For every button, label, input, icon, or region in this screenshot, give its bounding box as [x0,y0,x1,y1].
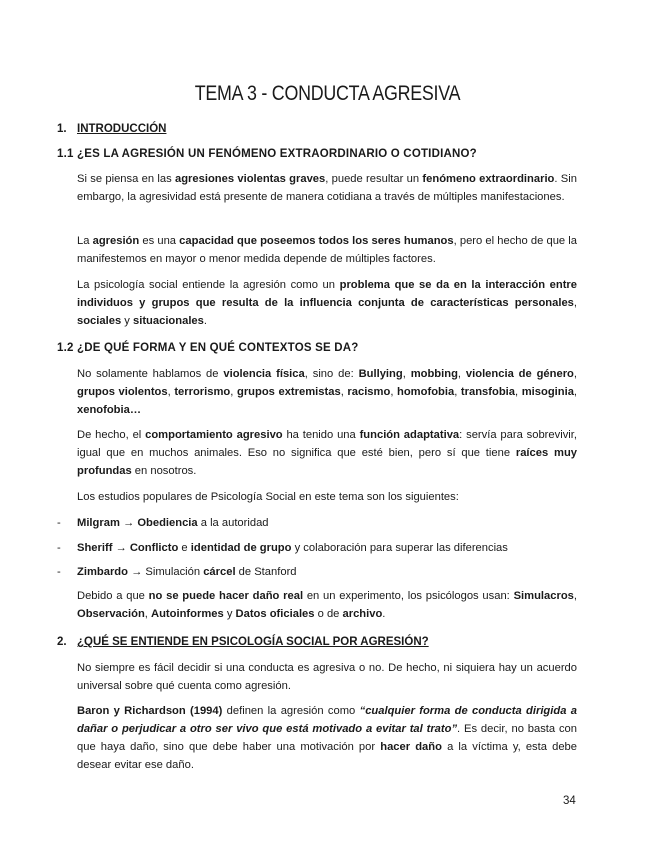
list-item-milgram: - Milgram → Obediencia a la autoridad [57,517,269,529]
page-number: 34 [563,795,576,807]
section-heading-1 [57,123,166,135]
section-number: 2. [57,636,67,648]
paragraph-2: La agresión es una capacidad que poseemos todos los seres humanos, pero el hecho de que la manifestemos en mayor o menor medida depende de múltiples factores. [77,235,577,265]
list-item-sheriff: - Sheriff → Conflicto e identidad de grupo y colaboración para superar las diferencias [57,542,508,554]
section-label: INTRODUCCIÓN [77,123,167,135]
section-number: 1. [57,123,67,135]
subsection-heading-1-2: 1.2 ¿DE QUÉ FORMA Y EN QUÉ CONTEXTOS SE DA? [57,342,359,354]
section-label: ¿QUÉ SE ENTIENDE EN PSICOLOGÍA SOCIAL POR AGRESIÓN? [77,636,429,648]
paragraph-8: No siempre es fácil decidir si una conducta es agresiva o no. De hecho, ni siquiera hay un acuerdo universal sobre qué cuenta como agresión. [77,662,577,692]
paragraph-9: Baron y Richardson (1994) definen la agresión como “cualquier forma de conducta dirigida a dañar o perjudicar a otro ser vivo que está motivado a evitar tal trato”. Es decir, no basta con que haya daño, sino que debe haber una motivación por hacer daño a la víctima y, esta debe desear evitar ese daño. [77,705,577,771]
list-item-zimbardo: - Zimbardo → Simulación cárcel de Stanford [57,566,297,578]
paragraph-6: Los estudios populares de Psicología Social en este tema son los siguientes: [77,491,459,503]
paragraph-7: Debido a que no se puede hacer daño real en un experimento, los psicólogos usan: Simulacros, Observación, Autoinformes y Datos oficiales o de archivo. [77,590,577,620]
paragraph-1: Si se piensa en las agresiones violentas graves, puede resultar un fenómeno extraordinario. Sin embargo, la agresividad está presente de manera cotidiana a través de múltiples manifestaciones. [77,173,577,203]
paragraph-3: La psicología social entiende la agresión como un problema que se da en la interacción entre individuos y grupos que resulta de la influencia conjunta de características personales, sociales y situacionales. [77,279,578,327]
section-heading-2 [57,636,429,648]
page-title: TEMA 3 - CONDUCTA AGRESIVA [194,82,461,105]
paragraph-5: De hecho, el comportamiento agresivo ha tenido una función adaptativa: servía para sobrevivir, igual que en muchos animales. Eso no significa que esté bien, pero sí que tiene raíces muy profundas en nosotros. [77,429,578,477]
subsection-heading-1-1: 1.1 ¿ES LA AGRESIÓN UN FENÓMENO EXTRAORDINARIO O COTIDIANO? [57,148,477,160]
paragraph-4: No solamente hablamos de violencia física, sino de: Bullying, mobbing, violencia de género, grupos violentos, terrorismo, grupos extremistas, racismo, homofobia, transfobia, misoginia, xenofobia… [77,368,578,416]
